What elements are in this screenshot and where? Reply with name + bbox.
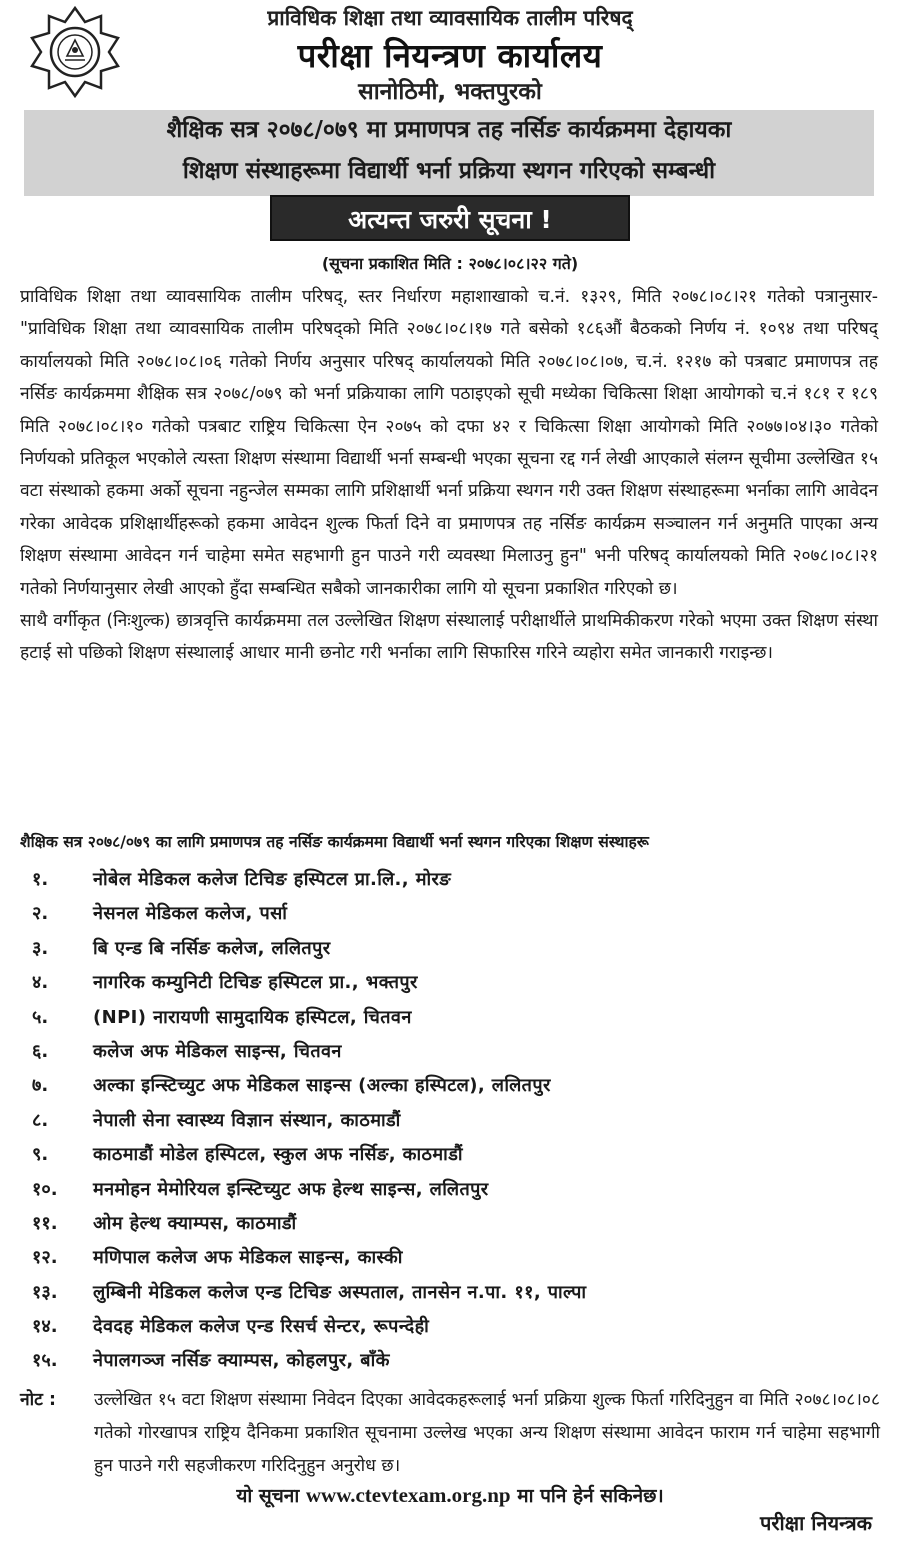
note-label: नोट :: [20, 1390, 56, 1410]
list-item: [20, 1142, 880, 1176]
list-item: [20, 867, 880, 901]
subject-line-2: शिक्षण संस्थाहरूमा विद्यार्थी भर्ना प्रक्रिया स्थगन गरिएको सम्बन्धी: [182, 158, 716, 184]
list-item: [20, 901, 880, 935]
item-number: १५.: [32, 1350, 58, 1372]
institution-name: अल्का इन्स्टिच्युट अफ मेडिकल साइन्स (अल्का हस्पिटल), ललितपुर: [93, 1075, 551, 1097]
institution-name: (NPI) नारायणी सामुदायिक हस्पिटल, चितवन: [93, 1006, 412, 1028]
item-number: १२.: [32, 1247, 58, 1269]
website-url: www.ctevtexam.org.np: [305, 1483, 511, 1507]
list-item: [20, 936, 880, 970]
institution-name: लुम्बिनी मेडिकल कलेज एन्ड टिचिङ अस्पताल, तानसेन न.पा. ११, पाल्पा: [93, 1281, 587, 1303]
signatory: परीक्षा नियन्त्रक: [760, 1511, 872, 1535]
item-number: ११.: [32, 1212, 58, 1234]
institution-name: नेसनल मेडिकल कलेज, पर्सा: [93, 903, 288, 925]
institution-name: काठमाडौं मोडेल हस्पिटल, स्कुल अफ नर्सिङ, काठमाडौं: [93, 1144, 463, 1166]
institution-name: बि एन्ड बि नर्सिङ कलेज, ललितपुर: [93, 937, 331, 959]
item-number: ९.: [32, 1144, 49, 1166]
list-item: [20, 1039, 880, 1073]
website-suffix: मा पनि हेर्न सकिनेछ।: [517, 1485, 664, 1507]
urgent-notice-banner: अत्यन्त जरुरी सूचना !: [270, 195, 630, 241]
item-number: ६.: [32, 1040, 49, 1062]
institution-name: नेपाली सेना स्वास्थ्य विज्ञान संस्थान, काठमाडौं: [93, 1109, 401, 1131]
notice-body: [20, 281, 878, 670]
item-number: १४.: [32, 1316, 58, 1338]
list-item: [20, 1211, 880, 1245]
letterhead: [0, 0, 900, 112]
item-number: १३.: [32, 1281, 58, 1303]
website-line: [0, 1482, 900, 1508]
office-location: सानोठिमी, भक्तपुरको: [358, 79, 542, 105]
institution-name: ओम हेल्थ क्याम्पस, काठमाडौं: [93, 1212, 297, 1234]
institution-name: मणिपाल कलेज अफ मेडिकल साइन्स, कास्की: [93, 1247, 403, 1269]
list-item: [20, 1348, 880, 1382]
item-number: ७.: [32, 1075, 49, 1097]
note-section: [20, 1384, 880, 1483]
institution-name: नोबेल मेडिकल कलेज टिचिङ हस्पिटल प्रा.लि., मोरङ: [93, 869, 452, 890]
body-paragraph-2: साथै वर्गीकृत (निःशुल्क) छात्रवृत्ति कार्यक्रममा तल उल्लेखित शिक्षण संस्थालाई परीक्षार्थीले प्राथमिकीकरण गरेको भएमा उक्त शिक्षण संस्था हटाई सो पछिको शिक्षण संस्थालाई आधार मानी छनोट गरी भर्नाका लागि सिफारिस गरिने व्यहोरा समेत जानकारी गराइन्छ।: [20, 611, 878, 664]
subject-box: [24, 110, 874, 196]
item-number: ३.: [32, 937, 49, 959]
website-prefix: यो सूचना: [236, 1485, 300, 1507]
institution-name: देवदह मेडिकल कलेज एन्ड रिसर्च सेन्टर, रूपन्देही: [93, 1316, 430, 1338]
institution-name: नागरिक कम्युनिटी टिचिङ हस्पिटल प्रा., भक्तपुर: [93, 972, 418, 994]
item-number: ८.: [32, 1109, 49, 1131]
institution-list-heading: शैक्षिक सत्र २०७८/०७९ का लागि प्रमाणपत्र तह नर्सिङ कार्यक्रममा विद्यार्थी भर्ना स्थगन गरिएका शिक्षण संस्थाहरू: [20, 833, 649, 851]
note-text: उल्लेखित १५ वटा शिक्षण संस्थामा निवेदन दिएका आवेदकहरूलाई भर्ना प्रक्रिया शुल्क फिर्ता गरिदिनुहुन वा मिति २०७८।०८।०८ गतेको गोरखापत्र राष्ट्रिय दैनिकमा प्रकाशित सूचनामा उल्लेख भएका अन्य शिक्षण संस्थामा आवेदन फाराम गर्न चाहेमा सहभागी हुन पाउने गरी सहजीकरण गरिदिनुहुन अनुरोध छ।: [94, 1390, 880, 1476]
list-item: [20, 1073, 880, 1107]
list-item: [20, 1005, 880, 1039]
list-item: [20, 1280, 880, 1314]
list-item: [20, 970, 880, 1004]
item-number: ५.: [32, 1006, 49, 1028]
institution-name: नेपालगञ्ज नर्सिङ क्याम्पस, कोहलपुर, बाँके: [93, 1350, 390, 1372]
list-item: [20, 1177, 880, 1211]
list-item: [20, 1314, 880, 1348]
item-number: ४.: [32, 972, 49, 994]
item-number: २.: [32, 903, 49, 925]
list-item: [20, 1108, 880, 1142]
subject-line-1: शैक्षिक सत्र २०७८/०७९ मा प्रमाणपत्र तह नर्सिङ कार्यक्रममा देहायका: [166, 117, 732, 143]
item-number: १.: [32, 869, 49, 890]
institution-name: कलेज अफ मेडिकल साइन्स, चितवन: [93, 1040, 342, 1062]
institution-list: [20, 867, 880, 1383]
published-date: (सूचना प्रकाशित मिति : २०७८।०८।२२ गते): [321, 254, 579, 273]
council-name: प्राविधिक शिक्षा तथा व्यावसायिक तालीम परिषद्: [267, 6, 633, 30]
item-number: १०.: [32, 1178, 58, 1200]
institution-name: मनमोहन मेमोरियल इन्स्टिच्युट अफ हेल्थ साइन्स, ललितपुर: [93, 1178, 489, 1200]
office-name: परीक्षा नियन्त्रण कार्यालय: [297, 36, 603, 75]
body-paragraph-1: प्राविधिक शिक्षा तथा व्यावसायिक तालीम परिषद्, स्तर निर्धारण महाशाखाको च.नं. १३२९, मिति २०७८।०८।२१ गतेको पत्रानुसार-"प्राविधिक शिक्षा तथा व्यावसायिक तालीम परिषद्को मिति २०७८।०८।१७ गते बसेको १८६औं बैठकको निर्णय नं. १०९४ तथा परिषद् कार्यालयको मिति २०७८।०८।०६ गतेको निर्णय अनुसार परिषद् कार्यालयको मिति २०७८।०८।०७, च.नं. १२१७ को पत्रबाट प्रमाणपत्र तह नर्सिङ कार्यक्रममा शैक्षिक सत्र २०७८/०७९ को भर्ना प्रक्रियाका लागि पठाइएको सूची मध्येका चिकित्सा शिक्षा आयोगको च.नं १८१ र १८९ मिति २०७८।०८।१० गतेको पत्रबाट राष्ट्रिय चिकित्सा ऐन २०७५ को दफा ४२ र चिकित्सा शिक्षा आयोगको मिति २०७७।०४।३० गतेको निर्णयको प्रतिकूल भएकोले त्यस्ता शिक्षण संस्थामा विद्यार्थी भर्ना सम्बन्धी भएका सूचना रद्द गर्न लेखी आएकाले संलग्न सूचीमा उल्लेखित १५ वटा संस्थाको हकमा अर्को सूचना नहुन्जेल सम्मका लागि प्रशिक्षार्थी भर्ना प्रक्रिया स्थगन गरी उक्त शिक्षण संस्थाहरूमा भर्नाका लागि आवेदन गरेका आवेदक प्रशिक्षार्थीहरूको हकमा आवेदन शुल्क फिर्ता दिने वा प्रमाणपत्र तह नर्सिङ कार्यक्रम सञ्चालन गर्न अनुमति पाएका अन्य शिक्षण संस्थामा आवेदन गर्न चाहेमा समेत सहभागी हुन पाउने गरी व्यवस्था मिलाउनु हुन" भनी परिषद् कार्यालयको मिति २०७८।०८।२१ गतेको निर्णयानुसार लेखी आएको हुँदा सम्बन्धित सबैको जानकारीका लागि यो सूचना प्रकाशित गरिएको छ।: [20, 287, 878, 599]
list-item: [20, 1245, 880, 1279]
